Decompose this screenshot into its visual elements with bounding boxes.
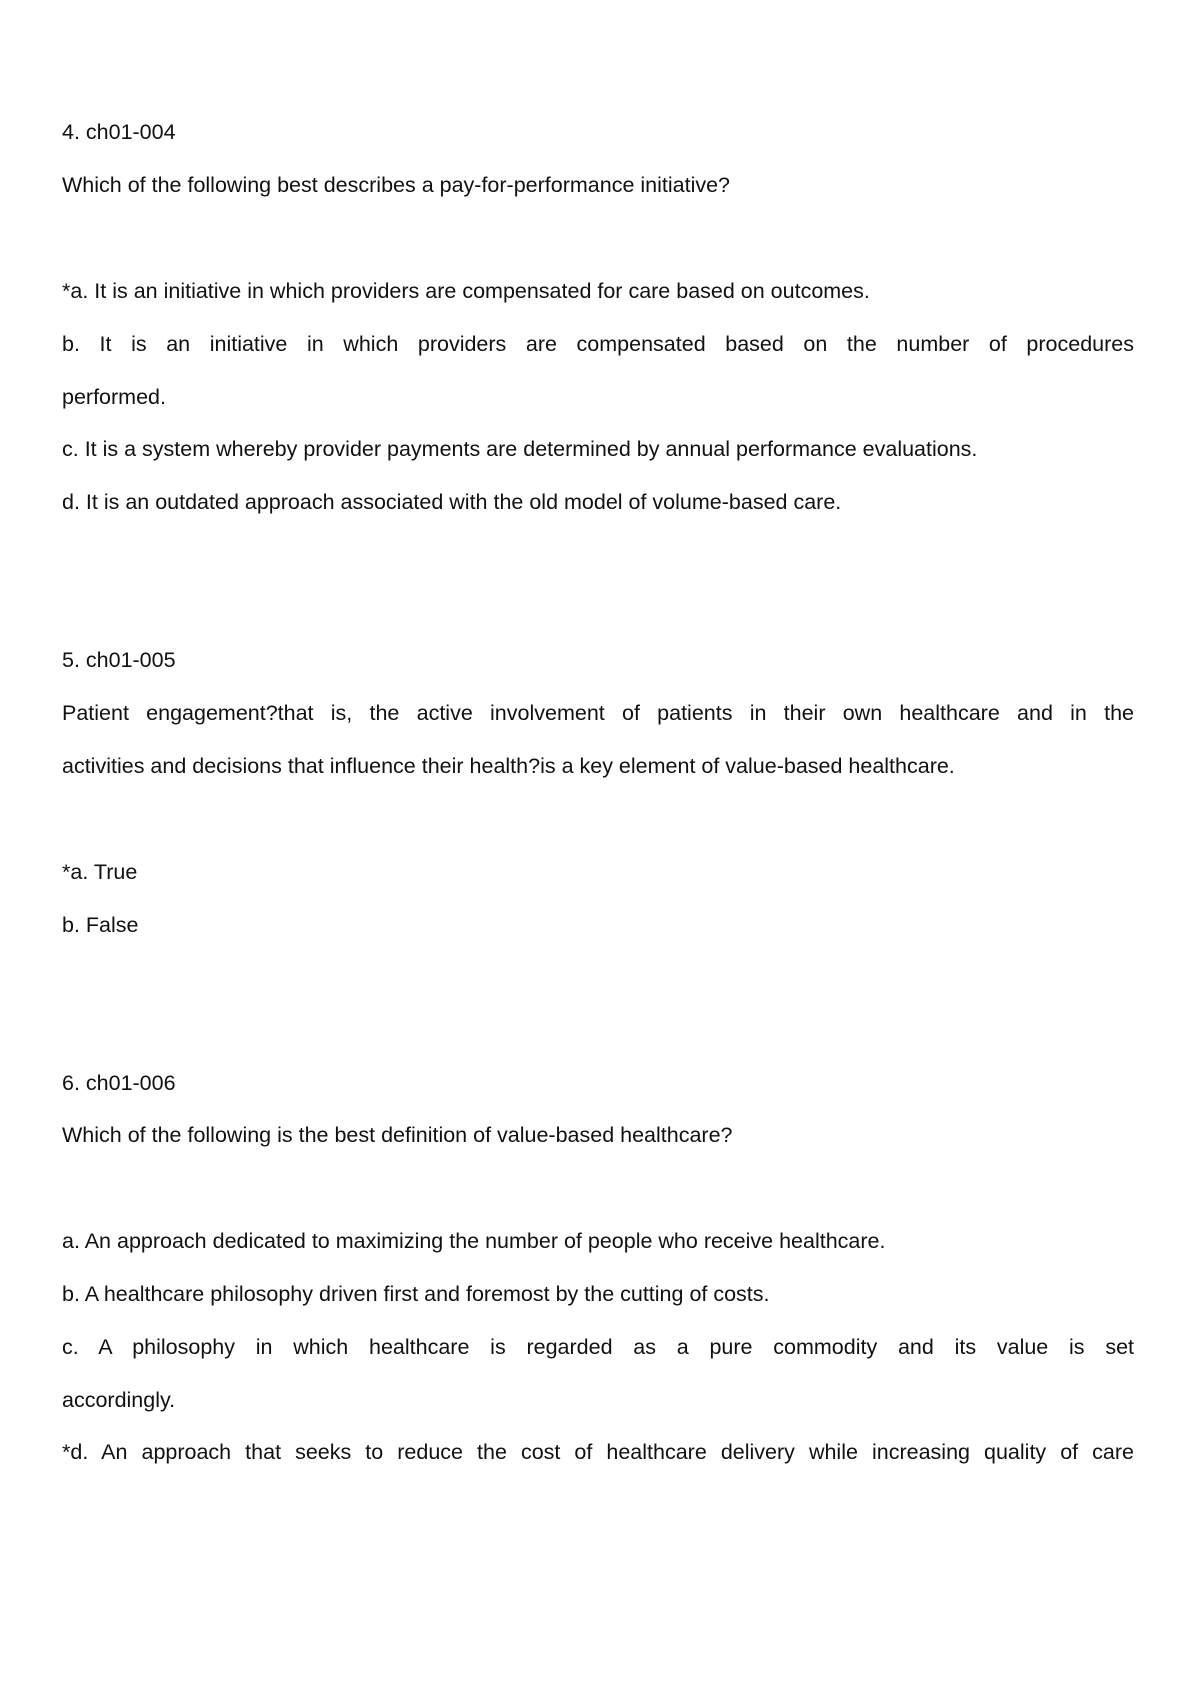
question-4-id: 4. ch01-004 [62, 120, 176, 144]
question-5-stem-line-1: Patient engagement?that is, the active involvement of patients in their own healthcare and in the [62, 701, 1134, 725]
question-6-option-c-continued: accordingly. [62, 1388, 176, 1412]
question-4-option-b: b. It is an initiative in which providers are compensated based on the number of procedures [62, 332, 1134, 356]
question-5-stem-line-2: activities and decisions that influence their health?is a key element of value-based healthcare. [62, 754, 955, 778]
question-4-option-a: *a. It is an initiative in which providers are compensated for care based on outcomes. [62, 279, 870, 303]
question-6-stem: Which of the following is the best definition of value-based healthcare? [62, 1123, 733, 1147]
question-5-option-a: *a. True [62, 860, 138, 884]
question-6-option-a: a. An approach dedicated to maximizing the number of people who receive healthcare. [62, 1229, 886, 1253]
question-4-stem: Which of the following best describes a pay-for-performance initiative? [62, 173, 731, 197]
question-5-id: 5. ch01-005 [62, 648, 176, 672]
question-6-option-b: b. A healthcare philosophy driven first and foremost by the cutting of costs. [62, 1282, 770, 1306]
question-5-option-b: b. False [62, 913, 139, 937]
question-6-id: 6. ch01-006 [62, 1071, 176, 1095]
question-4-option-d: d. It is an outdated approach associated with the old model of volume-based care. [62, 490, 842, 514]
question-4-option-c: c. It is a system whereby provider payments are determined by annual performance evaluations. [62, 437, 978, 461]
question-6-option-c: c. A philosophy in which healthcare is regarded as a pure commodity and its value is set [62, 1335, 1134, 1359]
question-6-option-d: *d. An approach that seeks to reduce the cost of healthcare delivery while increasing quality of care [62, 1440, 1134, 1464]
question-4-option-b-continued: performed. [62, 385, 166, 409]
